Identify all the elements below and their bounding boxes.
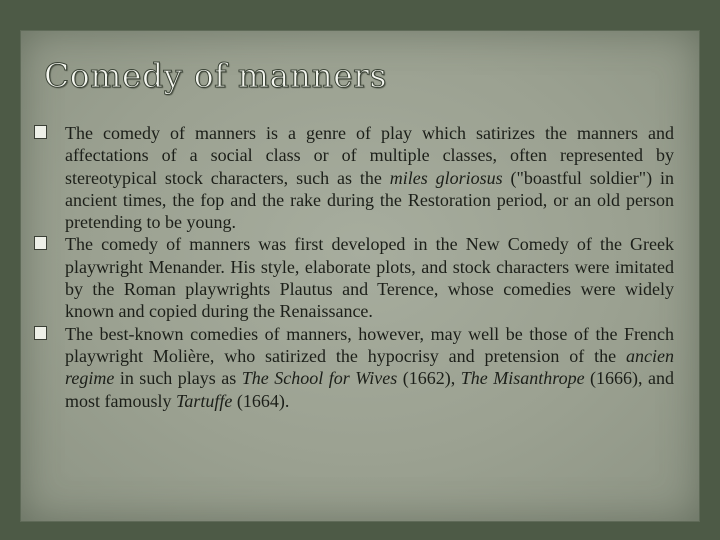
bullet-italic-text: miles gloriosus xyxy=(389,167,503,188)
bullet-box-icon xyxy=(34,326,47,340)
bullet-italic-text: Tartuffe xyxy=(176,390,233,411)
bullet-text: ("boastful soldier") in ancient times, the fop and the rake during the Restoration period, or an old person pretending to be young. xyxy=(65,167,675,233)
bullet-text: The comedy of manners is a genre of play which satirizes the manners and affectations of a social class or of multiple classes, often represented by stereotypical stock characters, such as the xyxy=(65,123,674,188)
bullet-text: (1666), and most famously xyxy=(65,368,675,411)
bullet-box-icon xyxy=(34,125,47,139)
bullet-italic-text: The School for Wives xyxy=(241,368,398,389)
bullet-text: (1664). xyxy=(232,390,290,411)
bullet-text: The comedy of manners was first developed in the New Comedy of the Greek playwright Menander. His style, elaborate plots, and stock characters were imitated by the Roman playwrights Plautus and Terence, whose comedies were widely known and copied during the Renaissance. xyxy=(65,234,674,322)
bullet-text: (1662), xyxy=(397,368,461,389)
bullet-item xyxy=(34,233,674,322)
bullet-italic-text: ancien regime xyxy=(65,345,674,389)
bullet-italic-text: The Misanthrope xyxy=(460,368,585,389)
bullet-text: The best-known comedies of manners, however, may well be those of the French playwright Molière, who satirized the hypocrisy and pretension of the xyxy=(65,323,674,366)
bullet-item xyxy=(34,122,674,233)
slide-body xyxy=(34,122,674,412)
slide-title: Comedy of manners xyxy=(44,56,387,95)
bullet-box-icon xyxy=(34,236,47,250)
bullet-text: in such plays as xyxy=(114,368,242,389)
bullet-item xyxy=(34,323,674,412)
